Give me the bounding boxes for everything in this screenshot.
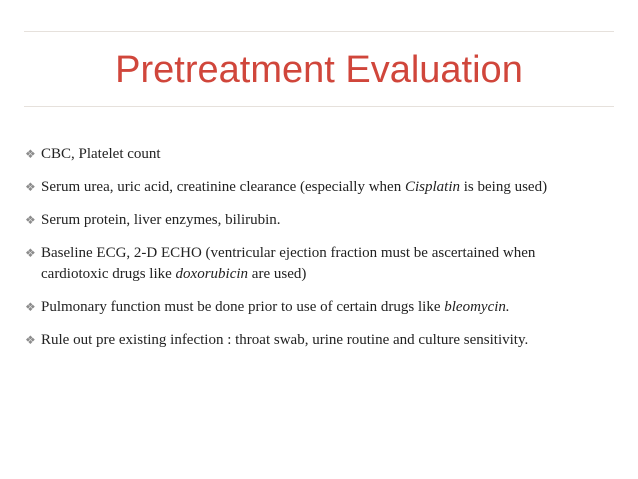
bullet-item — [25, 330, 600, 351]
title-bottom-divider — [24, 106, 614, 107]
bullet-item — [25, 243, 600, 285]
bullet-list — [25, 144, 600, 363]
title-top-divider — [24, 31, 614, 32]
drug-name: bleomycin. — [444, 299, 510, 315]
bullet-text: Rule out pre existing infection : throat swab, urine routine and culture sensitivity. — [41, 332, 529, 348]
four-petal-diamond-icon: ❖ — [25, 333, 36, 347]
bullet-text: Baseline ECG, 2-D ECHO (ventricular ejection fraction must be ascertained when cardiotoxic drugs like — [41, 245, 536, 282]
bullet-text-tail: is being used) — [460, 179, 548, 195]
bullet-text: Pulmonary function must be done prior to use of certain drugs like — [41, 299, 445, 315]
bullet-text: Serum protein, liver enzymes, bilirubin. — [41, 212, 281, 228]
four-petal-diamond-icon: ❖ — [25, 213, 36, 227]
bullet-item — [25, 297, 600, 318]
four-petal-diamond-icon: ❖ — [25, 180, 36, 194]
four-petal-diamond-icon: ❖ — [25, 246, 36, 260]
bullet-text: CBC, Platelet count — [41, 146, 161, 162]
four-petal-diamond-icon: ❖ — [25, 147, 36, 161]
bullet-text: Serum urea, uric acid, creatinine clearance (especially when — [41, 179, 405, 195]
drug-name: doxorubicin — [175, 266, 249, 282]
drug-name: Cisplatin — [404, 179, 460, 195]
bullet-text-tail: are used) — [248, 266, 307, 282]
slide-title: Pretreatment Evaluation — [115, 49, 523, 91]
bullet-item — [25, 177, 600, 198]
bullet-item — [25, 144, 600, 165]
four-petal-diamond-icon: ❖ — [25, 300, 36, 314]
bullet-item — [25, 210, 600, 231]
